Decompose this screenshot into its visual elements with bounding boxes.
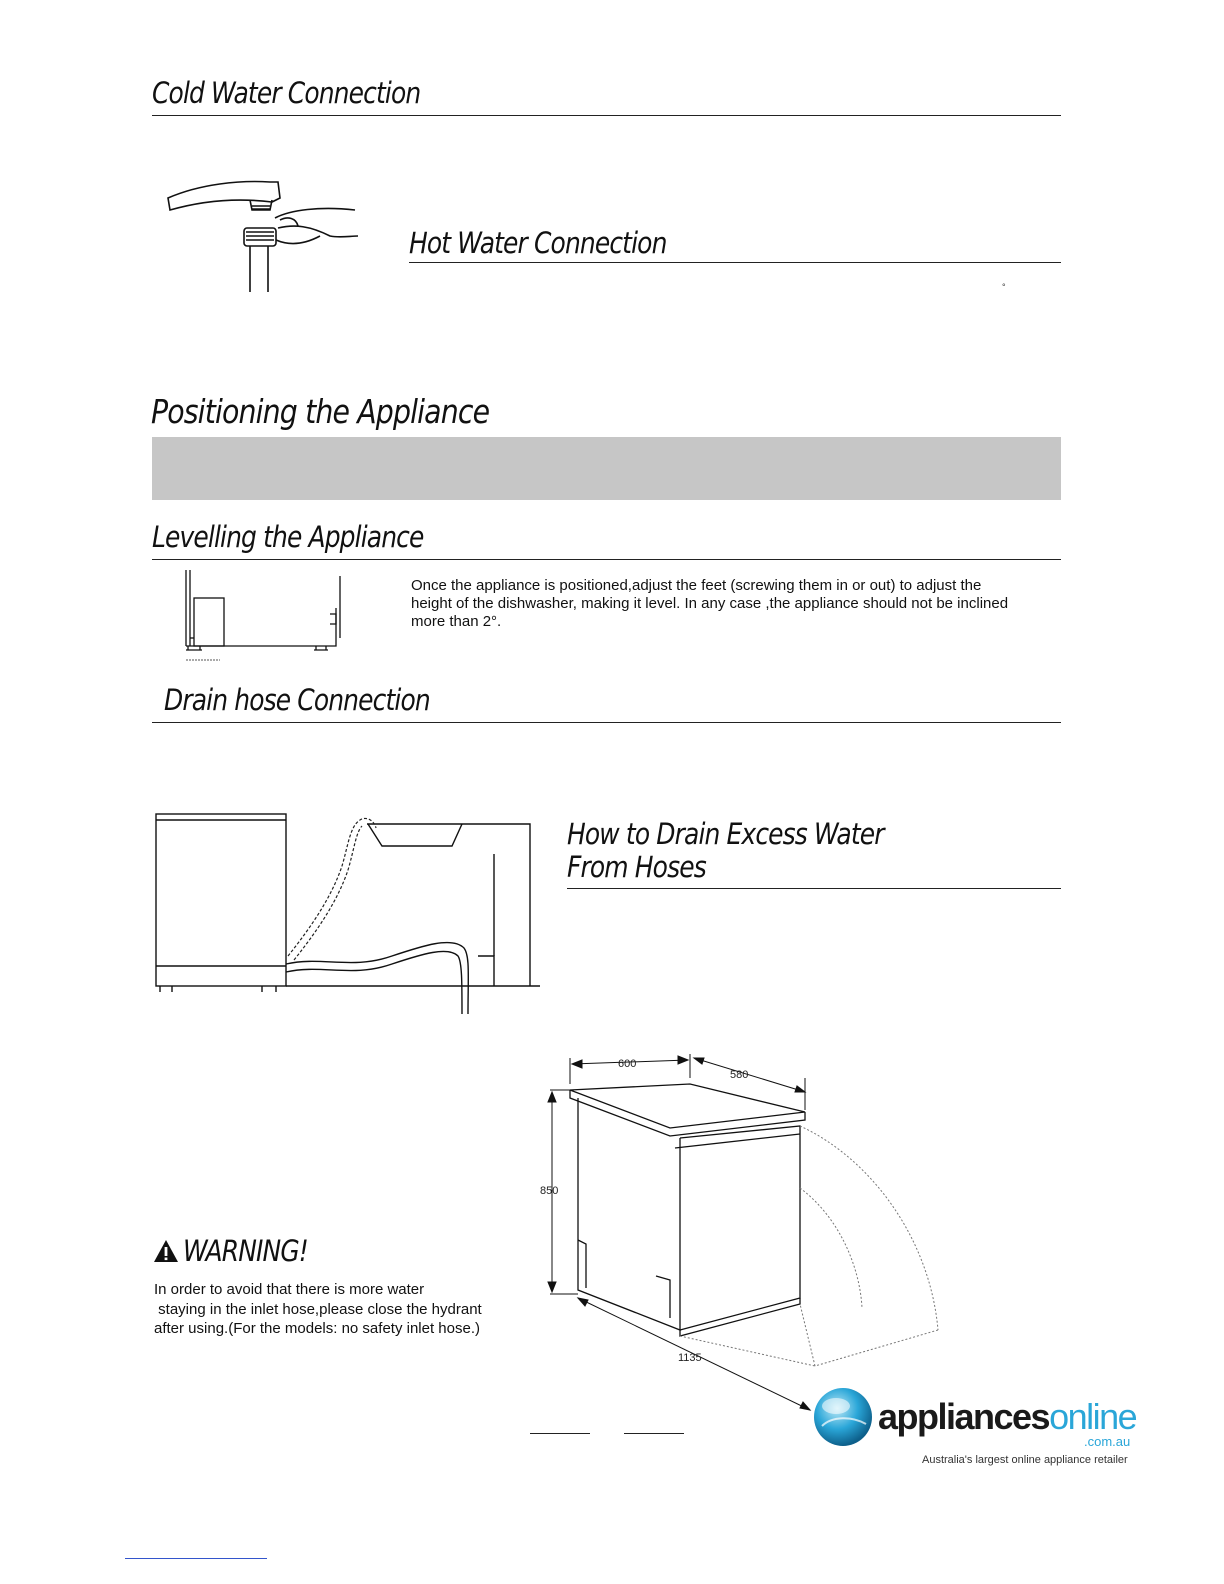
dishwasher-dimension-drawing	[530, 1048, 950, 1428]
blank-line	[530, 1433, 590, 1434]
cold-water-heading: Cold Water Connection	[152, 76, 421, 110]
levelling-rule	[152, 559, 1061, 560]
levelling-feet-illustration	[180, 568, 350, 670]
levelling-line: more than 2°.	[411, 613, 502, 630]
warning-triangle-icon	[153, 1239, 179, 1263]
logo-domain: .com.au	[1084, 1434, 1131, 1449]
cold-water-rule	[152, 115, 1061, 116]
dim-depth-label: 580	[730, 1069, 749, 1081]
warning-title: WARNING!	[183, 1234, 308, 1268]
drain-hose-illustration	[152, 806, 547, 1018]
drain-excess-rule	[567, 888, 1061, 889]
logo-brand-accent: online	[1049, 1396, 1137, 1437]
warning-paragraph	[154, 1280, 514, 1339]
positioning-gray-band	[152, 437, 1061, 500]
warning-line: staying in the inlet hose,please close the hydrant	[154, 1300, 482, 1318]
positioning-heading: Positioning the Appliance	[151, 392, 490, 431]
hot-water-heading: Hot Water Connection	[409, 226, 667, 260]
logo-globe-icon	[812, 1386, 874, 1448]
blank-line	[624, 1433, 684, 1434]
warning-line: after using.(For the models: no safety inlet hose.)	[154, 1320, 480, 1337]
tap-connection-illustration	[160, 170, 370, 295]
dim-door-open-label: 1135	[678, 1352, 702, 1364]
levelling-heading: Levelling the Appliance	[152, 520, 424, 554]
drain-hose-rule	[152, 722, 1061, 723]
drain-excess-heading-line2: From Hoses	[567, 850, 706, 884]
dim-width-label: 600	[618, 1058, 637, 1070]
logo-wordmark	[878, 1396, 1136, 1438]
logo-brand-main: appliances	[878, 1396, 1050, 1437]
appliancesonline-logo[interactable]	[812, 1384, 1152, 1472]
footer-link-underline[interactable]	[125, 1558, 267, 1559]
drain-hose-heading: Drain hose Connection	[164, 683, 430, 717]
dim-height-label: 850	[540, 1185, 559, 1197]
degree-mark: °	[1002, 282, 1006, 292]
hot-water-rule	[409, 262, 1061, 263]
warning-line: In order to avoid that there is more water	[154, 1281, 425, 1298]
logo-tagline: Australia's largest online appliance retailer	[922, 1454, 1128, 1466]
levelling-paragraph	[411, 577, 1051, 631]
drain-excess-heading-line1: How to Drain Excess Water	[567, 817, 884, 851]
levelling-line: Once the appliance is positioned,adjust the feet (screwing them in or out) to adjust the	[411, 577, 982, 594]
warning-heading	[153, 1234, 328, 1268]
levelling-line: height of the dishwasher, making it level. In any case ,the appliance should not be inclined	[411, 595, 1009, 612]
